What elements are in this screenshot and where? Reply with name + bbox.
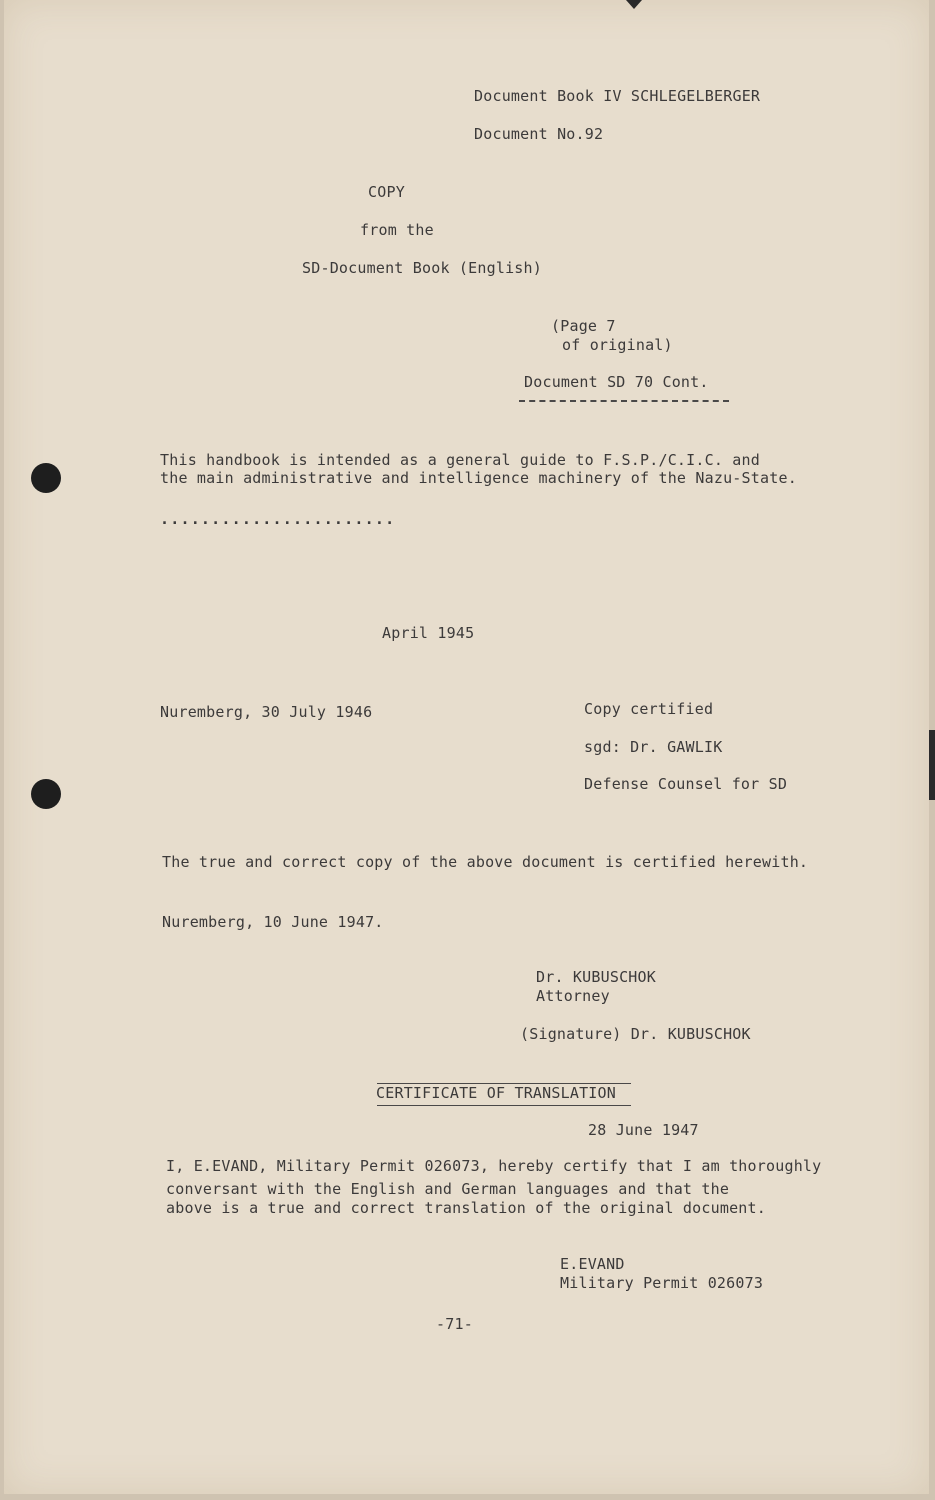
certification-statement: The true and correct copy of the above document is certified herewith.	[162, 853, 809, 871]
certification-place-date-2: Nuremberg, 10 June 1947.	[162, 913, 384, 931]
page-reference-line-2: of original)	[562, 336, 673, 354]
translation-heading: CERTIFICATE OF TRANSLATION	[376, 1084, 616, 1102]
document-reference: Document SD 70 Cont.	[524, 373, 709, 391]
translation-line-1: I, E.EVAND, Military Permit 026073, hereby certify that I am thoroughly	[166, 1157, 822, 1175]
attorney-signature: (Signature) Dr. KUBUSCHOK	[520, 1025, 751, 1043]
dotted-separator: .......................	[160, 510, 396, 528]
punch-hole-top	[31, 463, 61, 493]
from-label: from the	[360, 221, 434, 239]
document-page	[4, 0, 929, 1494]
original-date: April 1945	[382, 624, 475, 642]
body-line-2: the main administrative and intelligence machinery of the Nazu-State.	[160, 469, 797, 487]
dashed-underline	[519, 400, 729, 402]
document-number: Document No.92	[474, 125, 604, 143]
body-line-1: This handbook is intended as a general guide to F.S.P./C.I.C. and	[160, 451, 760, 469]
page-edge-tab	[929, 730, 935, 800]
translation-line-3: above is a true and correct translation of the original document.	[166, 1199, 766, 1217]
page-number: -71-	[436, 1315, 473, 1333]
attorney-name: Dr. KUBUSCHOK	[536, 968, 656, 986]
copy-label: COPY	[368, 183, 405, 201]
attorney-title: Attorney	[536, 987, 610, 1005]
copy-certified-label: Copy certified	[584, 700, 714, 718]
punch-hole-bottom	[31, 779, 61, 809]
defense-counsel-role: Defense Counsel for SD	[584, 775, 788, 793]
source-label: SD-Document Book (English)	[302, 259, 542, 277]
translation-line-2: conversant with the English and German languages and that the	[166, 1180, 730, 1198]
page-reference-line-1: (Page 7	[551, 317, 616, 335]
translator-permit: Military Permit 026073	[560, 1274, 764, 1292]
translation-date: 28 June 1947	[588, 1121, 699, 1139]
staple-mark	[626, 0, 642, 9]
signed-gawlik: sgd: Dr. GAWLIK	[584, 738, 723, 756]
translator-name: E.EVAND	[560, 1255, 625, 1273]
certification-place-date: Nuremberg, 30 July 1946	[160, 703, 373, 721]
document-book-heading: Document Book IV SCHLEGELBERGER	[474, 87, 761, 105]
